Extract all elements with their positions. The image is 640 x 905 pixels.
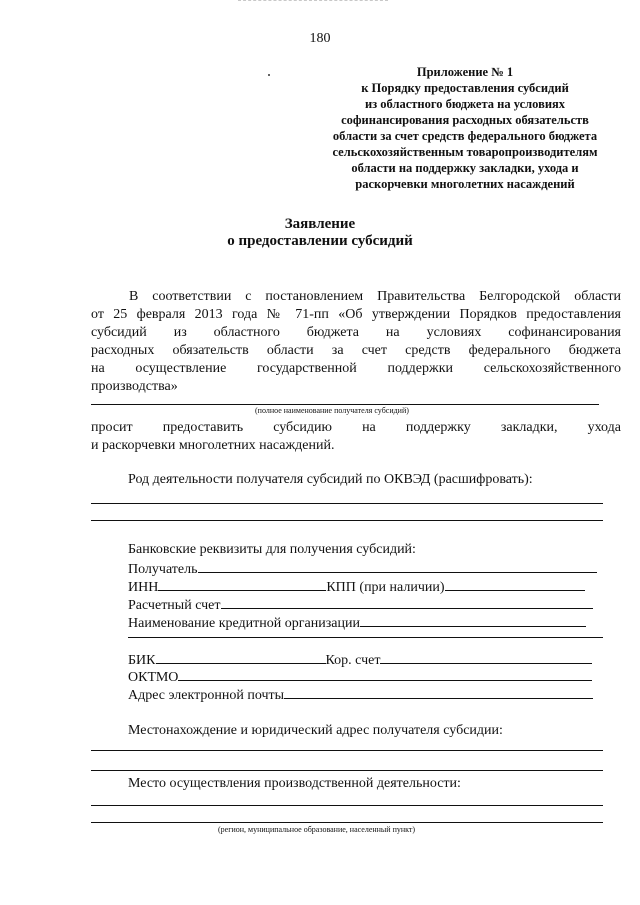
region-caption: (регион, муниципальное образование, населенный пункт) — [218, 825, 416, 834]
address-field-line-1[interactable] — [91, 750, 603, 751]
title-line-1: Заявление — [284, 216, 356, 232]
appendix-line: раскорчевки многолетних насаждений — [355, 177, 575, 191]
bank-name-label: Наименование кредитной организации — [128, 616, 360, 631]
recipient-caption: (полное наименование получателя субсидий) — [255, 406, 409, 415]
request-line: и раскорчевки многолетних насаждений. — [91, 438, 335, 453]
scan-dot — [268, 74, 270, 76]
kpp-label: КПП (при наличии) — [326, 580, 445, 595]
appendix-line: области за счет средств федерального бюджета — [332, 129, 598, 143]
appendix-line: сельскохозяйственным товаропроизводителям — [332, 145, 598, 159]
email-row — [128, 684, 593, 705]
recipient-label: Получатель — [128, 562, 198, 577]
intro-line: расходных обязательств области за счет средств федерального бюджета — [91, 343, 621, 358]
appendix-line: к Порядку предоставления субсидий — [361, 81, 569, 95]
bank-name-field[interactable] — [360, 612, 586, 627]
activity-place-field-line-1[interactable] — [91, 805, 603, 806]
bank-name-row — [128, 612, 586, 633]
bik-label: БИК — [128, 653, 156, 668]
bank-heading: Банковские реквизиты для получения субсидий: — [128, 542, 416, 557]
address-label: Местонахождение и юридический адрес получателя субсидии: — [128, 723, 503, 738]
request-paragraph — [91, 419, 621, 455]
oktmo-field[interactable] — [178, 666, 592, 681]
inn-field[interactable] — [158, 576, 326, 591]
activity-place-field-line-2[interactable] — [91, 822, 603, 823]
intro-paragraph — [91, 288, 621, 396]
email-field[interactable] — [284, 684, 593, 699]
okved-field-line-2[interactable] — [91, 520, 603, 521]
intro-line: на осуществление государственной поддержки сельскохозяйственного — [91, 361, 621, 376]
corr-account-label: Кор. счет — [325, 653, 381, 668]
appendix-header — [300, 64, 630, 192]
intro-line: производства» — [91, 379, 178, 394]
scan-edge-mark — [238, 0, 388, 1]
appendix-line: области на поддержку закладки, ухода и — [351, 161, 579, 175]
corr-account-field[interactable] — [380, 649, 592, 664]
document-title — [0, 216, 640, 250]
title-line-2: о предоставлении субсидий — [227, 233, 413, 249]
kpp-field[interactable] — [445, 576, 585, 591]
recipient-name-field[interactable] — [91, 404, 599, 405]
intro-line: от 25 февраля 2013 года № 71-пп «Об утверждении Порядков предоставления — [91, 307, 621, 322]
activity-place-label: Место осуществления производственной деятельности: — [128, 776, 461, 791]
request-line: просит предоставить субсидию на поддержку закладки, ухода — [91, 420, 621, 435]
okved-field-line-1[interactable] — [91, 503, 603, 504]
page-number: 180 — [309, 31, 331, 46]
account-field[interactable] — [221, 594, 593, 609]
okved-label: Род деятельности получателя субсидий по ОКВЭД (расшифровать): — [128, 472, 533, 487]
intro-line: субсидий из областного бюджета на условиях софинансирования — [91, 325, 621, 340]
appendix-line: софинансирования расходных обязательств — [341, 113, 589, 127]
recipient-field[interactable] — [198, 558, 597, 573]
bik-field[interactable] — [156, 649, 326, 664]
address-field-line-2[interactable] — [91, 770, 603, 771]
bank-name-field-line-2[interactable] — [128, 637, 603, 638]
account-label: Расчетный счет — [128, 598, 221, 613]
intro-line: В соответствии с постановлением Правительства Белгородской области — [129, 289, 621, 304]
appendix-line: Приложение № 1 — [416, 65, 514, 79]
email-label: Адрес электронной почты — [128, 688, 285, 703]
oktmo-label: ОКТМО — [128, 670, 179, 685]
appendix-line: из областного бюджета на условиях — [364, 97, 566, 111]
inn-label: ИНН — [128, 580, 159, 595]
